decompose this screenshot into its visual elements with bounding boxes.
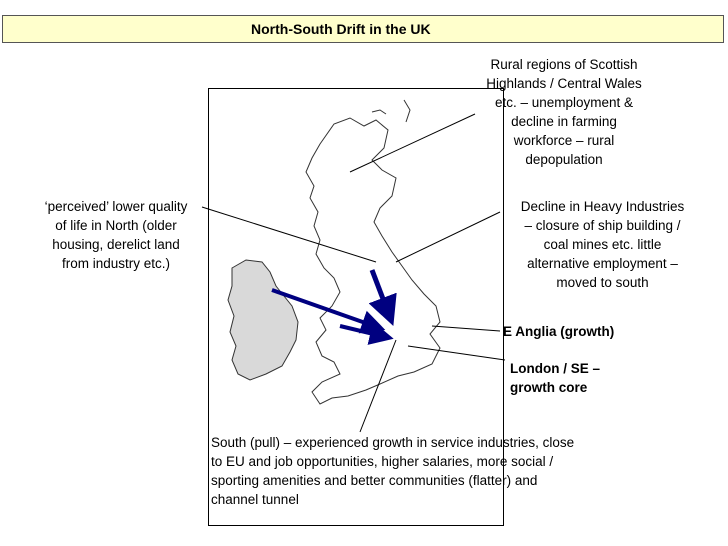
arrow-north-to-south <box>372 270 388 312</box>
south-line: channel tunnel <box>211 492 299 507</box>
leader-eanglia <box>432 326 500 331</box>
label-rural <box>468 55 660 169</box>
south-line: to EU and job opportunities, higher salaries, more social / <box>211 454 554 469</box>
label-london <box>510 359 600 397</box>
perceived-line: housing, derelict land <box>52 237 180 252</box>
heavy-line: coal mines etc. little <box>543 237 662 252</box>
heavy-line: – closure of ship building / <box>524 218 681 233</box>
south-line: South (pull) – experienced growth in service industries, close <box>211 435 575 450</box>
south-line: sporting amenities and better communities (flatter) and <box>211 473 538 488</box>
diagram-title: North-South Drift in the UK <box>251 21 431 37</box>
leader-perceived <box>202 207 376 262</box>
arrow-wales-to-south <box>340 326 382 336</box>
rural-line: decline in farming <box>511 114 617 129</box>
perceived-line: from industry etc.) <box>61 256 171 271</box>
rural-line: depopulation <box>525 152 603 167</box>
orkney-islands <box>372 110 386 114</box>
label-perceived <box>22 197 210 273</box>
heavy-line: Decline in Heavy Industries <box>520 199 685 214</box>
leader-heavy <box>396 212 500 262</box>
perceived-line: of life in North (older <box>55 218 177 233</box>
ireland-landmass <box>228 260 298 380</box>
heavy-line: moved to south <box>556 275 649 290</box>
shetland-islands <box>404 100 410 122</box>
leader-rural <box>350 114 475 172</box>
leader-london <box>408 346 505 360</box>
rural-line: etc. – unemployment & <box>494 95 634 110</box>
rural-line: workforce – rural <box>513 133 615 148</box>
heavy-line: alternative employment – <box>527 256 678 271</box>
rural-line: Rural regions of Scottish <box>490 57 638 72</box>
perceived-line: ‘perceived’ lower quality <box>44 199 188 214</box>
london-line: growth core <box>510 380 588 395</box>
label-south <box>211 433 671 509</box>
leader-south <box>360 340 396 432</box>
label-e-anglia: E Anglia (growth) <box>503 324 615 339</box>
rural-line: Highlands / Central Wales <box>486 76 642 91</box>
label-heavy-industries <box>500 197 705 292</box>
london-line: London / SE – <box>510 361 600 376</box>
